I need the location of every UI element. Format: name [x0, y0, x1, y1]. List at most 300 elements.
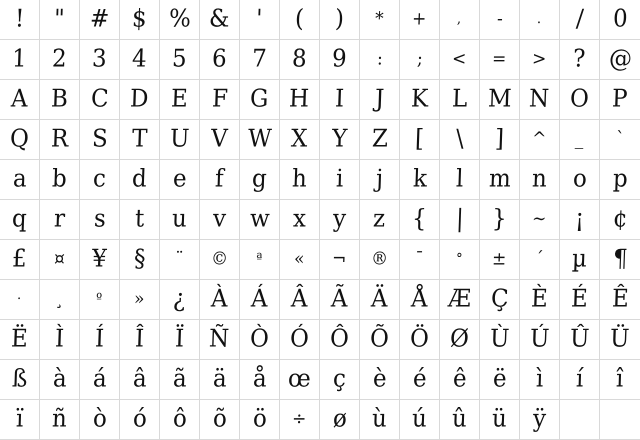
glyph-cell[interactable] — [280, 400, 320, 440]
glyph-character: t — [134, 205, 145, 233]
glyph-cell[interactable] — [40, 280, 80, 320]
glyph-cell[interactable] — [200, 80, 240, 120]
glyph-cell[interactable] — [160, 240, 200, 280]
glyph-character: « — [293, 248, 306, 270]
glyph-character: Ú — [529, 325, 550, 353]
glyph-cell[interactable] — [80, 200, 120, 240]
glyph-character: ¸ — [54, 288, 65, 310]
glyph-character: 6 — [211, 45, 228, 73]
glyph-cell[interactable] — [120, 320, 160, 360]
glyph-cell[interactable] — [480, 240, 520, 280]
glyph-character: + — [412, 8, 428, 30]
glyph-cell[interactable] — [520, 80, 560, 120]
glyph-character: S — [91, 125, 108, 153]
glyph-cell[interactable] — [480, 360, 520, 400]
glyph-cell[interactable] — [520, 320, 560, 360]
glyph-cell[interactable] — [240, 0, 280, 40]
glyph-cell[interactable] — [480, 160, 520, 200]
glyph-cell[interactable] — [160, 120, 200, 160]
glyph-character: å — [252, 365, 267, 393]
glyph-character: Ö — [409, 325, 430, 353]
glyph-character: J — [374, 85, 385, 113]
glyph-character: Ê — [611, 285, 629, 313]
glyph-character: É — [570, 285, 589, 313]
glyph-cell[interactable] — [0, 0, 40, 40]
glyph-cell[interactable] — [240, 160, 280, 200]
glyph-character: T — [131, 125, 148, 153]
glyph-cell[interactable] — [480, 0, 520, 40]
glyph-cell[interactable] — [200, 240, 240, 280]
glyph-character: A — [10, 85, 29, 113]
glyph-cell[interactable] — [360, 0, 400, 40]
glyph-character: Ô — [329, 325, 350, 353]
glyph-cell[interactable] — [80, 40, 120, 80]
glyph-character: 7 — [251, 45, 268, 73]
glyph-cell[interactable] — [120, 80, 160, 120]
glyph-cell[interactable] — [320, 200, 360, 240]
glyph-cell[interactable] — [80, 280, 120, 320]
glyph-character: à — [52, 365, 67, 393]
glyph-cell[interactable] — [560, 0, 600, 40]
glyph-cell[interactable] — [120, 0, 160, 40]
glyph-character: Õ — [369, 325, 390, 353]
glyph-character: n — [531, 165, 548, 193]
glyph-cell[interactable] — [360, 160, 400, 200]
glyph-cell[interactable] — [560, 120, 600, 160]
glyph-character: E — [170, 85, 189, 113]
glyph-character: ¢ — [612, 205, 628, 233]
glyph-character: © — [210, 248, 229, 270]
glyph-cell[interactable] — [400, 40, 440, 80]
glyph-cell[interactable] — [0, 400, 40, 440]
glyph-cell[interactable] — [200, 120, 240, 160]
glyph-cell[interactable] — [40, 360, 80, 400]
glyph-cell[interactable] — [480, 120, 520, 160]
glyph-character: R — [50, 125, 69, 153]
glyph-cell[interactable] — [400, 120, 440, 160]
glyph-character: U — [169, 125, 190, 153]
glyph-cell[interactable] — [0, 200, 40, 240]
glyph-cell[interactable] — [560, 400, 600, 440]
glyph-character: ø — [332, 405, 347, 433]
glyph-cell[interactable] — [200, 160, 240, 200]
glyph-cell[interactable] — [280, 40, 320, 80]
glyph-cell[interactable] — [520, 360, 560, 400]
glyph-cell[interactable] — [120, 120, 160, 160]
glyph-cell[interactable] — [320, 40, 360, 80]
glyph-cell[interactable] — [280, 120, 320, 160]
glyph-cell[interactable] — [400, 80, 440, 120]
glyph-cell[interactable] — [520, 0, 560, 40]
glyph-character: Í — [94, 325, 105, 353]
glyph-cell[interactable] — [240, 320, 280, 360]
glyph-cell[interactable] — [160, 280, 200, 320]
glyph-character: V — [210, 125, 229, 153]
glyph-cell[interactable] — [280, 240, 320, 280]
glyph-cell[interactable] — [0, 120, 40, 160]
glyph-character: P — [611, 85, 629, 113]
glyph-cell[interactable] — [560, 80, 600, 120]
glyph-cell[interactable] — [560, 240, 600, 280]
glyph-cell[interactable] — [320, 0, 360, 40]
glyph-character: l — [455, 165, 464, 193]
glyph-cell[interactable] — [400, 280, 440, 320]
glyph-cell[interactable] — [200, 40, 240, 80]
glyph-character: À — [210, 285, 229, 313]
glyph-cell[interactable] — [360, 400, 400, 440]
glyph-character: ê — [452, 365, 467, 393]
glyph-character: Ò — [249, 325, 270, 353]
glyph-cell[interactable] — [600, 80, 640, 120]
glyph-character: e — [172, 165, 187, 193]
glyph-character: H — [289, 85, 311, 113]
glyph-character: 3 — [91, 45, 108, 73]
glyph-cell[interactable] — [160, 200, 200, 240]
glyph-cell[interactable] — [80, 240, 120, 280]
glyph-character: 1 — [11, 45, 28, 73]
glyph-cell[interactable] — [320, 80, 360, 120]
glyph-cell[interactable] — [600, 40, 640, 80]
glyph-cell[interactable] — [360, 240, 400, 280]
glyph-cell[interactable] — [0, 360, 40, 400]
glyph-cell[interactable] — [480, 400, 520, 440]
glyph-character: ¡ — [574, 205, 585, 233]
glyph-cell[interactable] — [160, 160, 200, 200]
glyph-character: z — [372, 205, 387, 233]
glyph-cell[interactable] — [40, 0, 80, 40]
glyph-character: ó — [132, 405, 147, 433]
glyph-cell[interactable] — [80, 360, 120, 400]
glyph-character: Q — [9, 125, 30, 153]
glyph-character: / — [575, 5, 584, 33]
glyph-character: [ — [414, 125, 425, 153]
glyph-character: 2 — [51, 45, 68, 73]
glyph-cell[interactable] — [40, 200, 80, 240]
glyph-cell[interactable] — [280, 0, 320, 40]
glyph-cell[interactable] — [360, 40, 400, 80]
glyph-cell[interactable] — [0, 280, 40, 320]
glyph-cell[interactable] — [440, 80, 480, 120]
glyph-character: ¶ — [612, 245, 628, 273]
glyph-character: ? — [572, 45, 587, 73]
glyph-character: q — [11, 205, 28, 233]
glyph-cell[interactable] — [160, 400, 200, 440]
glyph-cell[interactable] — [600, 240, 640, 280]
glyph-character: ÷ — [292, 408, 308, 430]
glyph-cell[interactable] — [0, 40, 40, 80]
glyph-character: » — [133, 288, 146, 310]
glyph-cell[interactable] — [480, 280, 520, 320]
glyph-cell[interactable] — [440, 240, 480, 280]
glyph-cell[interactable] — [440, 0, 480, 40]
glyph-cell[interactable] — [40, 240, 80, 280]
glyph-character: Á — [250, 285, 269, 313]
glyph-character: B — [50, 85, 69, 113]
glyph-character: ú — [411, 405, 428, 433]
glyph-cell[interactable] — [480, 320, 520, 360]
glyph-cell[interactable] — [560, 280, 600, 320]
glyph-cell[interactable] — [600, 320, 640, 360]
glyph-character: L — [451, 85, 468, 113]
glyph-cell[interactable] — [280, 360, 320, 400]
glyph-character: ä — [212, 365, 227, 393]
glyph-character: Ø — [449, 325, 470, 353]
glyph-character: Â — [290, 285, 309, 313]
glyph-cell[interactable] — [440, 320, 480, 360]
glyph-cell[interactable] — [600, 360, 640, 400]
glyph-character: 5 — [171, 45, 188, 73]
glyph-cell[interactable] — [80, 120, 120, 160]
glyph-character: @ — [608, 45, 632, 73]
glyph-character: " — [53, 5, 66, 33]
glyph-character: ª — [256, 251, 263, 268]
glyph-character: Î — [134, 325, 145, 353]
glyph-cell[interactable] — [120, 160, 160, 200]
glyph-cell[interactable] — [160, 40, 200, 80]
glyph-character: # — [89, 5, 110, 33]
glyph-cell[interactable] — [120, 40, 160, 80]
glyph-cell[interactable] — [600, 400, 640, 440]
glyph-cell[interactable] — [120, 400, 160, 440]
glyph-character: ü — [491, 405, 508, 433]
glyph-character: è — [372, 365, 387, 393]
glyph-character: î — [615, 365, 625, 393]
glyph-cell[interactable] — [280, 200, 320, 240]
glyph-cell[interactable] — [40, 40, 80, 80]
glyph-cell[interactable] — [400, 360, 440, 400]
glyph-cell[interactable] — [440, 360, 480, 400]
glyph-cell[interactable] — [160, 320, 200, 360]
glyph-cell[interactable] — [280, 80, 320, 120]
glyph-cell[interactable] — [600, 0, 640, 40]
glyph-cell[interactable] — [560, 360, 600, 400]
glyph-character: ! — [14, 5, 25, 33]
glyph-character: > — [532, 48, 548, 70]
glyph-cell[interactable] — [600, 200, 640, 240]
glyph-cell[interactable] — [440, 280, 480, 320]
glyph-cell[interactable] — [360, 120, 400, 160]
glyph-character: y — [332, 205, 347, 233]
glyph-cell[interactable] — [560, 320, 600, 360]
glyph-character: 9 — [331, 45, 348, 73]
glyph-character: ; — [416, 48, 423, 70]
glyph-cell[interactable] — [560, 200, 600, 240]
glyph-character: ï — [15, 405, 24, 433]
glyph-cell[interactable] — [160, 0, 200, 40]
glyph-cell[interactable] — [240, 240, 280, 280]
glyph-character: ô — [172, 405, 187, 433]
glyph-cell[interactable] — [200, 200, 240, 240]
glyph-character: í — [575, 365, 584, 393]
glyph-character: < — [452, 48, 468, 70]
glyph-cell[interactable] — [520, 400, 560, 440]
glyph-cell[interactable] — [240, 40, 280, 80]
glyph-character: g — [251, 165, 268, 193]
glyph-cell[interactable] — [160, 80, 200, 120]
glyph-cell[interactable] — [600, 160, 640, 200]
glyph-cell[interactable] — [120, 280, 160, 320]
glyph-cell[interactable] — [200, 400, 240, 440]
glyph-cell[interactable] — [280, 160, 320, 200]
glyph-cell[interactable] — [360, 200, 400, 240]
glyph-character: ) — [334, 5, 345, 33]
glyph-cell[interactable] — [240, 400, 280, 440]
glyph-cell[interactable] — [480, 200, 520, 240]
glyph-character: I — [334, 85, 345, 113]
glyph-character: ö — [252, 405, 267, 433]
glyph-character: Ã — [330, 285, 349, 313]
glyph-cell[interactable] — [400, 0, 440, 40]
glyph-cell[interactable] — [520, 120, 560, 160]
glyph-character: ¨ — [174, 248, 185, 270]
glyph-character: ß — [11, 365, 28, 393]
glyph-cell[interactable] — [480, 80, 520, 120]
glyph-character: 0 — [612, 5, 628, 33]
glyph-cell[interactable] — [520, 240, 560, 280]
glyph-character: ë — [492, 365, 507, 393]
glyph-cell[interactable] — [80, 160, 120, 200]
glyph-character: Ä — [370, 285, 389, 313]
glyph-character: j — [375, 165, 384, 193]
glyph-cell[interactable] — [400, 160, 440, 200]
glyph-cell[interactable] — [80, 80, 120, 120]
glyph-cell[interactable] — [240, 360, 280, 400]
glyph-character: % — [168, 5, 191, 33]
glyph-cell[interactable] — [200, 0, 240, 40]
glyph-cell[interactable] — [480, 40, 520, 80]
glyph-cell[interactable] — [0, 240, 40, 280]
glyph-cell[interactable] — [320, 240, 360, 280]
glyph-cell[interactable] — [360, 80, 400, 120]
glyph-cell[interactable] — [280, 280, 320, 320]
glyph-cell[interactable] — [440, 160, 480, 200]
glyph-cell[interactable] — [320, 400, 360, 440]
glyph-character: c — [92, 165, 107, 193]
glyph-character: ] — [494, 125, 505, 153]
glyph-character: s — [93, 205, 106, 233]
glyph-character: ~ — [532, 208, 548, 230]
glyph-cell[interactable] — [360, 320, 400, 360]
glyph-cell[interactable] — [320, 160, 360, 200]
glyph-cell[interactable] — [120, 360, 160, 400]
glyph-cell[interactable] — [240, 200, 280, 240]
glyph-cell[interactable] — [240, 80, 280, 120]
glyph-character: p — [612, 165, 628, 193]
glyph-cell[interactable] — [520, 280, 560, 320]
glyph-cell[interactable] — [520, 200, 560, 240]
glyph-cell[interactable] — [80, 320, 120, 360]
glyph-cell[interactable] — [280, 320, 320, 360]
glyph-cell[interactable] — [320, 120, 360, 160]
glyph-cell[interactable] — [440, 40, 480, 80]
glyph-cell[interactable] — [0, 160, 40, 200]
glyph-character: Ñ — [208, 325, 231, 353]
glyph-character: _ — [574, 128, 585, 150]
glyph-cell[interactable] — [320, 320, 360, 360]
glyph-character: b — [51, 165, 68, 193]
glyph-character: D — [129, 85, 150, 113]
glyph-cell[interactable] — [40, 160, 80, 200]
glyph-cell[interactable] — [600, 280, 640, 320]
glyph-character: ã — [172, 365, 187, 393]
glyph-character: È — [530, 285, 549, 313]
glyph-cell[interactable] — [120, 240, 160, 280]
glyph-character: Å — [410, 285, 429, 313]
glyph-character: º — [96, 291, 103, 308]
glyph-character: h — [291, 165, 308, 193]
glyph-character: Ü — [609, 325, 631, 353]
glyph-cell[interactable] — [160, 360, 200, 400]
glyph-character: { — [411, 205, 428, 233]
glyph-character: Ó — [289, 325, 310, 353]
glyph-character: Ë — [10, 325, 29, 353]
glyph-character: K — [410, 85, 429, 113]
glyph-cell[interactable] — [200, 320, 240, 360]
glyph-cell[interactable] — [400, 320, 440, 360]
glyph-character: ù — [371, 405, 388, 433]
glyph-character: û — [451, 405, 468, 433]
glyph-character: m — [488, 165, 511, 193]
glyph-character: F — [211, 85, 228, 113]
glyph-cell[interactable] — [440, 400, 480, 440]
glyph-character: á — [92, 365, 107, 393]
glyph-cell[interactable] — [240, 280, 280, 320]
glyph-cell[interactable] — [120, 200, 160, 240]
glyph-cell[interactable] — [400, 240, 440, 280]
glyph-cell[interactable] — [360, 360, 400, 400]
glyph-character: u — [171, 205, 188, 233]
glyph-character: ¥ — [91, 245, 108, 273]
glyph-cell[interactable] — [80, 0, 120, 40]
glyph-cell[interactable] — [320, 280, 360, 320]
glyph-character: ´ — [534, 248, 545, 270]
glyph-cell[interactable] — [440, 120, 480, 160]
glyph-cell[interactable] — [440, 200, 480, 240]
glyph-cell[interactable] — [40, 320, 80, 360]
glyph-character: . — [537, 11, 542, 28]
glyph-character: d — [131, 165, 148, 193]
glyph-cell[interactable] — [400, 400, 440, 440]
glyph-cell[interactable] — [40, 80, 80, 120]
glyph-character: ^ — [532, 128, 548, 150]
glyph-cell[interactable] — [0, 80, 40, 120]
glyph-cell[interactable] — [320, 360, 360, 400]
glyph-character: Ù — [489, 325, 510, 353]
glyph-cell[interactable] — [560, 40, 600, 80]
glyph-cell[interactable] — [80, 400, 120, 440]
glyph-character: v — [212, 205, 227, 233]
glyph-cell[interactable] — [520, 160, 560, 200]
glyph-cell[interactable] — [360, 280, 400, 320]
glyph-cell[interactable] — [520, 40, 560, 80]
glyph-cell[interactable] — [560, 160, 600, 200]
glyph-character: ¿ — [172, 285, 187, 313]
glyph-character: ñ — [51, 405, 68, 433]
glyph-cell[interactable] — [240, 120, 280, 160]
glyph-character: & — [208, 5, 231, 33]
glyph-cell[interactable] — [0, 320, 40, 360]
glyph-character: | — [455, 205, 464, 233]
glyph-cell[interactable] — [200, 280, 240, 320]
glyph-character: ì — [535, 365, 544, 393]
glyph-cell[interactable] — [400, 200, 440, 240]
glyph-cell[interactable] — [40, 400, 80, 440]
glyph-cell[interactable] — [40, 120, 80, 160]
glyph-character: ' — [255, 5, 264, 33]
glyph-cell[interactable] — [600, 120, 640, 160]
glyph-character: · — [17, 291, 22, 308]
glyph-cell[interactable] — [200, 360, 240, 400]
